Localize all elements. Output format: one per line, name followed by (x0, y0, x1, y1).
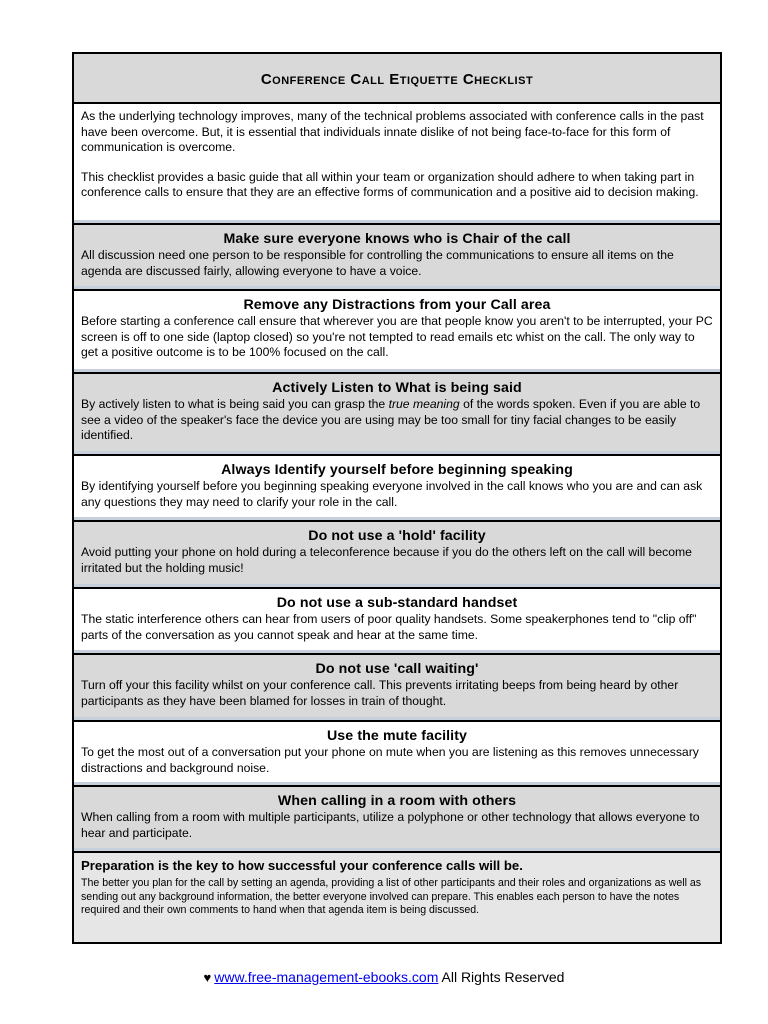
item-heading: Do not use a sub-standard handset (276, 595, 518, 611)
checklist-item-distractions (74, 291, 720, 374)
item-body: When calling from a room with multiple participants, utilize a polyphone or other technology that allows everyone to hear and participate. (81, 810, 700, 840)
page-footer (0, 969, 768, 985)
checklist-table (72, 52, 722, 944)
item-heading: Always Identify yourself before beginning speaking (221, 462, 573, 478)
intro-paragraph: As the underlying technology improves, many of the technical problems associated with conference calls in the past have been overcome. But, it is essential that individuals innate dislike of not being face-to-face for this form of communication is overcome. (81, 109, 704, 154)
checklist-item-mute (74, 722, 720, 787)
checklist-item-chair (74, 225, 720, 291)
item-body (81, 397, 713, 444)
checklist-item-hold (74, 522, 720, 589)
checklist-item-listen (74, 374, 720, 456)
preparation-section (74, 853, 720, 942)
preparation-heading: Preparation is the key to how successful your conference calls will be. (81, 858, 523, 873)
item-body: To get the most out of a conversation put your phone on mute when you are listening as this removes unnecessary distractions and background noise. (81, 745, 699, 775)
item-body: Before starting a conference call ensure that wherever you are that people know you aren't to be interrupted, your PC screen is off to one side (laptop closed) so you're not tempted to read emails etc whist on the call. The only way to get a positive outcome is to be 100% focused on the call. (81, 314, 713, 359)
item-heading: Actively Listen to What is being said (272, 380, 522, 396)
item-body: The static interference others can hear from users of poor quality handsets. Some speakerphones tend to "clip off" parts of the conversation as you cannot speak and hear at the same time. (81, 612, 697, 642)
checklist-item-call-waiting (74, 655, 720, 722)
item-heading: Make sure everyone knows who is Chair of the call (223, 231, 571, 247)
intro-section (74, 104, 720, 225)
checklist-item-handset (74, 589, 720, 655)
item-body-text: of the words spoken. Even if you are able to see a video of the speaker's face the device you are using may be too small for tiny facial changes to be easily identified. (81, 397, 701, 442)
item-body: Avoid putting your phone on hold during a teleconference because if you do the others left on the call will become irritated but the holding music! (81, 545, 692, 575)
item-heading: When calling in a room with others (277, 793, 517, 809)
item-heading: Do not use a 'hold' facility (308, 528, 486, 544)
item-body: All discussion need one person to be responsible for controlling the communications to ensure all items on the agenda are discussed fairly, allowing everyone to have a voice. (81, 248, 674, 278)
item-body: Turn off your this facility whilst on your conference call. This prevents irritating beeps from being heard by other participants as they have been blamed for losses in train of thought. (81, 678, 679, 708)
checklist-item-room (74, 787, 720, 853)
intro-paragraph: This checklist provides a basic guide that all within your team or organization should adhere to when taking part in conference calls to ensure that they are an effective forms of communication and a positive aid to decision making. (81, 169, 699, 199)
item-body-emphasis: true meaning (388, 397, 460, 411)
item-heading: Remove any Distractions from your Call area (243, 297, 551, 313)
preparation-body: The better you plan for the call by setting an agenda, providing a list of other participants and their roles and organizations as well as sending out any background information, the better everyone involved can prepare. This enables each person to have the notes required and their own comments to hand when that agenda item is being discussed. (81, 877, 702, 916)
checklist-title-row (74, 54, 720, 104)
checklist-item-identify (74, 456, 720, 522)
item-body-text: By actively listen to what is being said you can grasp the (81, 397, 389, 411)
heart-icon: ♥ (203, 970, 212, 985)
item-body: By identifying yourself before you beginning speaking everyone involved in the call knows who you are and can ask any questions they may need to clarify your role in the call. (81, 479, 703, 509)
website-link[interactable]: www.free-management-ebooks.com (214, 969, 439, 985)
item-heading: Do not use 'call waiting' (315, 661, 479, 677)
page-title: Conference Call Etiquette Checklist (260, 70, 534, 88)
rights-text: All Rights Reserved (438, 969, 565, 985)
item-heading: Use the mute facility (326, 728, 468, 744)
